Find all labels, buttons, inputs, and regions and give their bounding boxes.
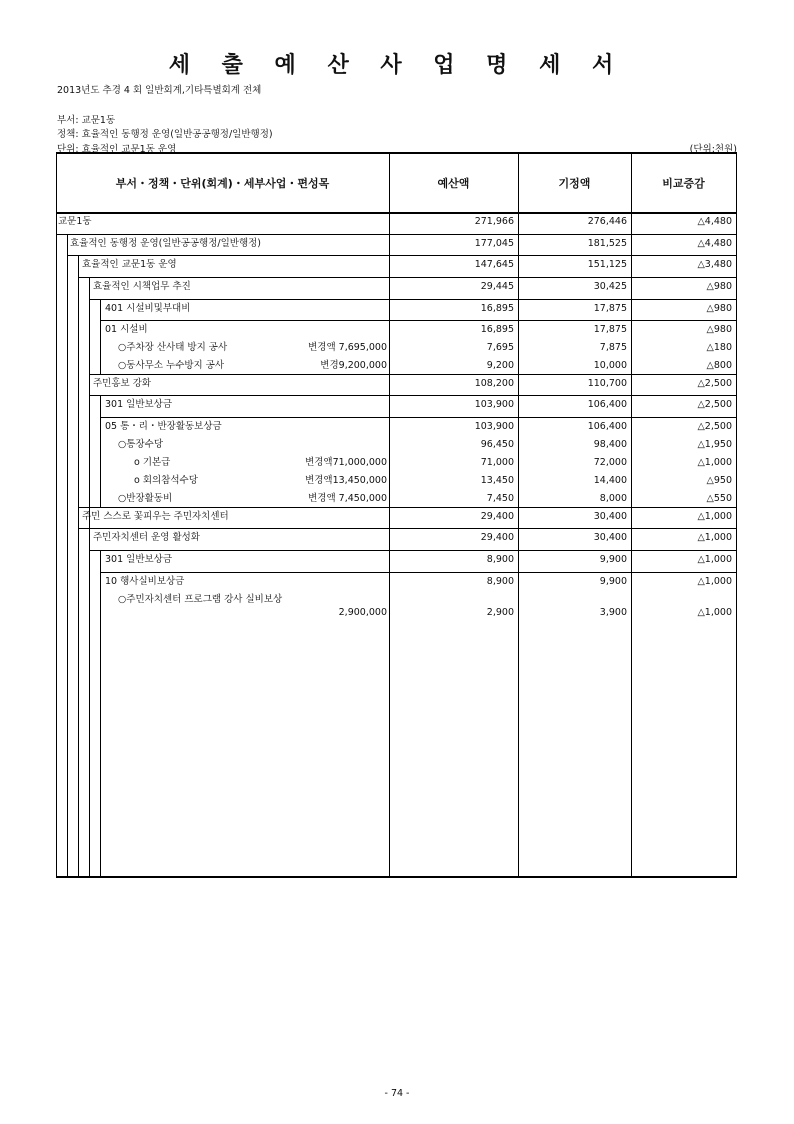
row-divider (89, 395, 736, 396)
row-diff: △800 (706, 360, 732, 371)
currency-unit: (단위:천원) (689, 144, 737, 155)
row-diff: △1,000 (697, 607, 732, 618)
row-diff: △1,950 (697, 439, 732, 450)
row-prior: 110,700 (587, 378, 627, 389)
row-budget: 9,200 (486, 360, 514, 371)
row-budget: 29,400 (480, 532, 514, 543)
row-prior: 3,900 (599, 607, 627, 618)
row-diff: △4,480 (697, 238, 732, 249)
row-diff: △1,000 (697, 554, 732, 565)
header-diff: 비교증감 (662, 177, 705, 190)
row-prior: 151,125 (587, 259, 627, 270)
row-prior: 14,400 (593, 475, 627, 486)
row-budget: 2,900 (486, 607, 514, 618)
hierarchy-vertical-line (100, 299, 101, 374)
row-budget: 271,966 (474, 216, 514, 227)
row-label: 01 시설비 (105, 324, 148, 335)
row-budget: 108,200 (474, 378, 514, 389)
row-label: o 기본급 (134, 457, 171, 468)
row-prior: 106,400 (587, 421, 627, 432)
row-budget: 96,450 (480, 439, 514, 450)
row-label: ○주민자치센터 프로그램 강사 실비보상 (118, 594, 283, 605)
row-label: 효율적인 교문1동 운영 (82, 259, 177, 270)
row-label: 주민 스스로 꽃피우는 주민자치센터 (82, 511, 229, 522)
row-label: 효율적인 시책업무 추진 (93, 281, 191, 292)
budget-table (56, 152, 737, 878)
row-label: ○반장활동비 (118, 493, 173, 504)
row-diff: △2,500 (697, 421, 732, 432)
row-note: 변경9,200,000 (320, 360, 387, 371)
table-right-border (736, 154, 737, 876)
row-diff: △980 (706, 281, 732, 292)
row-prior: 7,875 (599, 342, 627, 353)
policy-line: 정책: 효율적인 동행정 운영(일반공공행정/일반행정) (57, 129, 273, 140)
row-diff: △950 (706, 475, 732, 486)
row-prior: 17,875 (593, 303, 627, 314)
row-diff: △4,480 (697, 216, 732, 227)
header-budget: 예산액 (437, 177, 470, 190)
row-label: ○동사무소 누수방지 공사 (118, 360, 225, 371)
row-prior: 276,446 (587, 216, 627, 227)
row-budget: 29,445 (480, 281, 514, 292)
header-name: 부서・정책・단위(회계)・세부사업・편성목 (115, 177, 330, 190)
row-budget: 7,450 (486, 493, 514, 504)
row-budget: 103,900 (474, 399, 514, 410)
row-budget: 71,000 (480, 457, 514, 468)
row-label: 401 시설비및부대비 (105, 303, 191, 314)
row-label: ○통장수당 (118, 439, 163, 450)
row-label: 05 통・리・반장활동보상금 (105, 421, 222, 432)
row-prior: 10,000 (593, 360, 627, 371)
row-diff: △1,000 (697, 576, 732, 587)
row-divider (78, 528, 736, 529)
row-budget: 7,695 (486, 342, 514, 353)
row-budget: 8,900 (486, 576, 514, 587)
row-budget: 16,895 (480, 303, 514, 314)
row-budget: 13,450 (480, 475, 514, 486)
unit-line: 단위: 효율적인 교문1동 운영 (57, 144, 177, 155)
row-divider (100, 572, 736, 573)
row-prior: 30,425 (593, 281, 627, 292)
hierarchy-vertical-line (89, 277, 90, 876)
hierarchy-vertical-line (78, 255, 79, 876)
row-divider (56, 234, 736, 235)
hierarchy-vertical-line (67, 234, 68, 876)
row-label: 10 행사실비보상금 (105, 576, 185, 587)
row-budget: 16,895 (480, 324, 514, 335)
row-diff: △980 (706, 303, 732, 314)
row-diff: △1,000 (697, 457, 732, 468)
row-diff: △980 (706, 324, 732, 335)
row-label: 주민자치센터 운영 활성화 (93, 532, 200, 543)
row-divider (89, 550, 736, 551)
row-divider (89, 374, 736, 375)
row-prior: 17,875 (593, 324, 627, 335)
hierarchy-vertical-line (100, 395, 101, 507)
row-diff: △2,500 (697, 378, 732, 389)
row-prior: 9,900 (599, 554, 627, 565)
row-prior: 8,000 (599, 493, 627, 504)
row-budget: 177,045 (474, 238, 514, 249)
row-prior: 181,525 (587, 238, 627, 249)
row-note: 변경액13,450,000 (305, 475, 387, 486)
row-diff: △550 (706, 493, 732, 504)
row-label: 교문1동 (58, 216, 92, 227)
row-label: 효율적인 동행정 운영(일반공공행정/일반행정) (70, 238, 262, 249)
row-diff: △1,000 (697, 511, 732, 522)
page-title: 세 출 예 산 사 업 명 세 서 (168, 53, 626, 78)
row-prior: 106,400 (587, 399, 627, 410)
department-line: 부서: 교문1동 (57, 115, 116, 126)
row-budget: 8,900 (486, 554, 514, 565)
row-prior: 30,400 (593, 511, 627, 522)
row-label: 301 일반보상금 (105, 554, 173, 565)
row-budget: 147,645 (474, 259, 514, 270)
page-number: - 74 - (384, 1088, 410, 1099)
row-label: 301 일반보상금 (105, 399, 173, 410)
row-budget: 103,900 (474, 421, 514, 432)
row-divider (67, 255, 736, 256)
row-diff: △2,500 (697, 399, 732, 410)
row-note: 변경액 7,695,000 (308, 342, 387, 353)
row-prior: 98,400 (593, 439, 627, 450)
row-divider (78, 507, 736, 508)
row-prior: 72,000 (593, 457, 627, 468)
row-note: 2,900,000 (338, 607, 387, 618)
row-divider (100, 320, 736, 321)
header-bottom-border (56, 212, 737, 214)
row-divider (100, 417, 736, 418)
row-diff: △1,000 (697, 532, 732, 543)
table-left-border (56, 154, 57, 876)
row-label: ○주차장 산사태 방지 공사 (118, 342, 228, 353)
row-divider (78, 277, 736, 278)
row-prior: 9,900 (599, 576, 627, 587)
row-diff: △3,480 (697, 259, 732, 270)
row-label: 주민홍보 강화 (93, 378, 152, 389)
row-note: 변경액 7,450,000 (308, 493, 387, 504)
document-subtitle: 2013년도 추경 4 회 일반회계,기타특별회계 전체 (57, 85, 262, 96)
hierarchy-vertical-line (100, 550, 101, 876)
row-note: 변경액71,000,000 (305, 457, 387, 468)
row-prior: 30,400 (593, 532, 627, 543)
row-diff: △180 (706, 342, 732, 353)
header-prior: 기정액 (558, 177, 591, 190)
row-budget: 29,400 (480, 511, 514, 522)
row-label: o 회의참석수당 (134, 475, 198, 486)
row-divider (89, 299, 736, 300)
